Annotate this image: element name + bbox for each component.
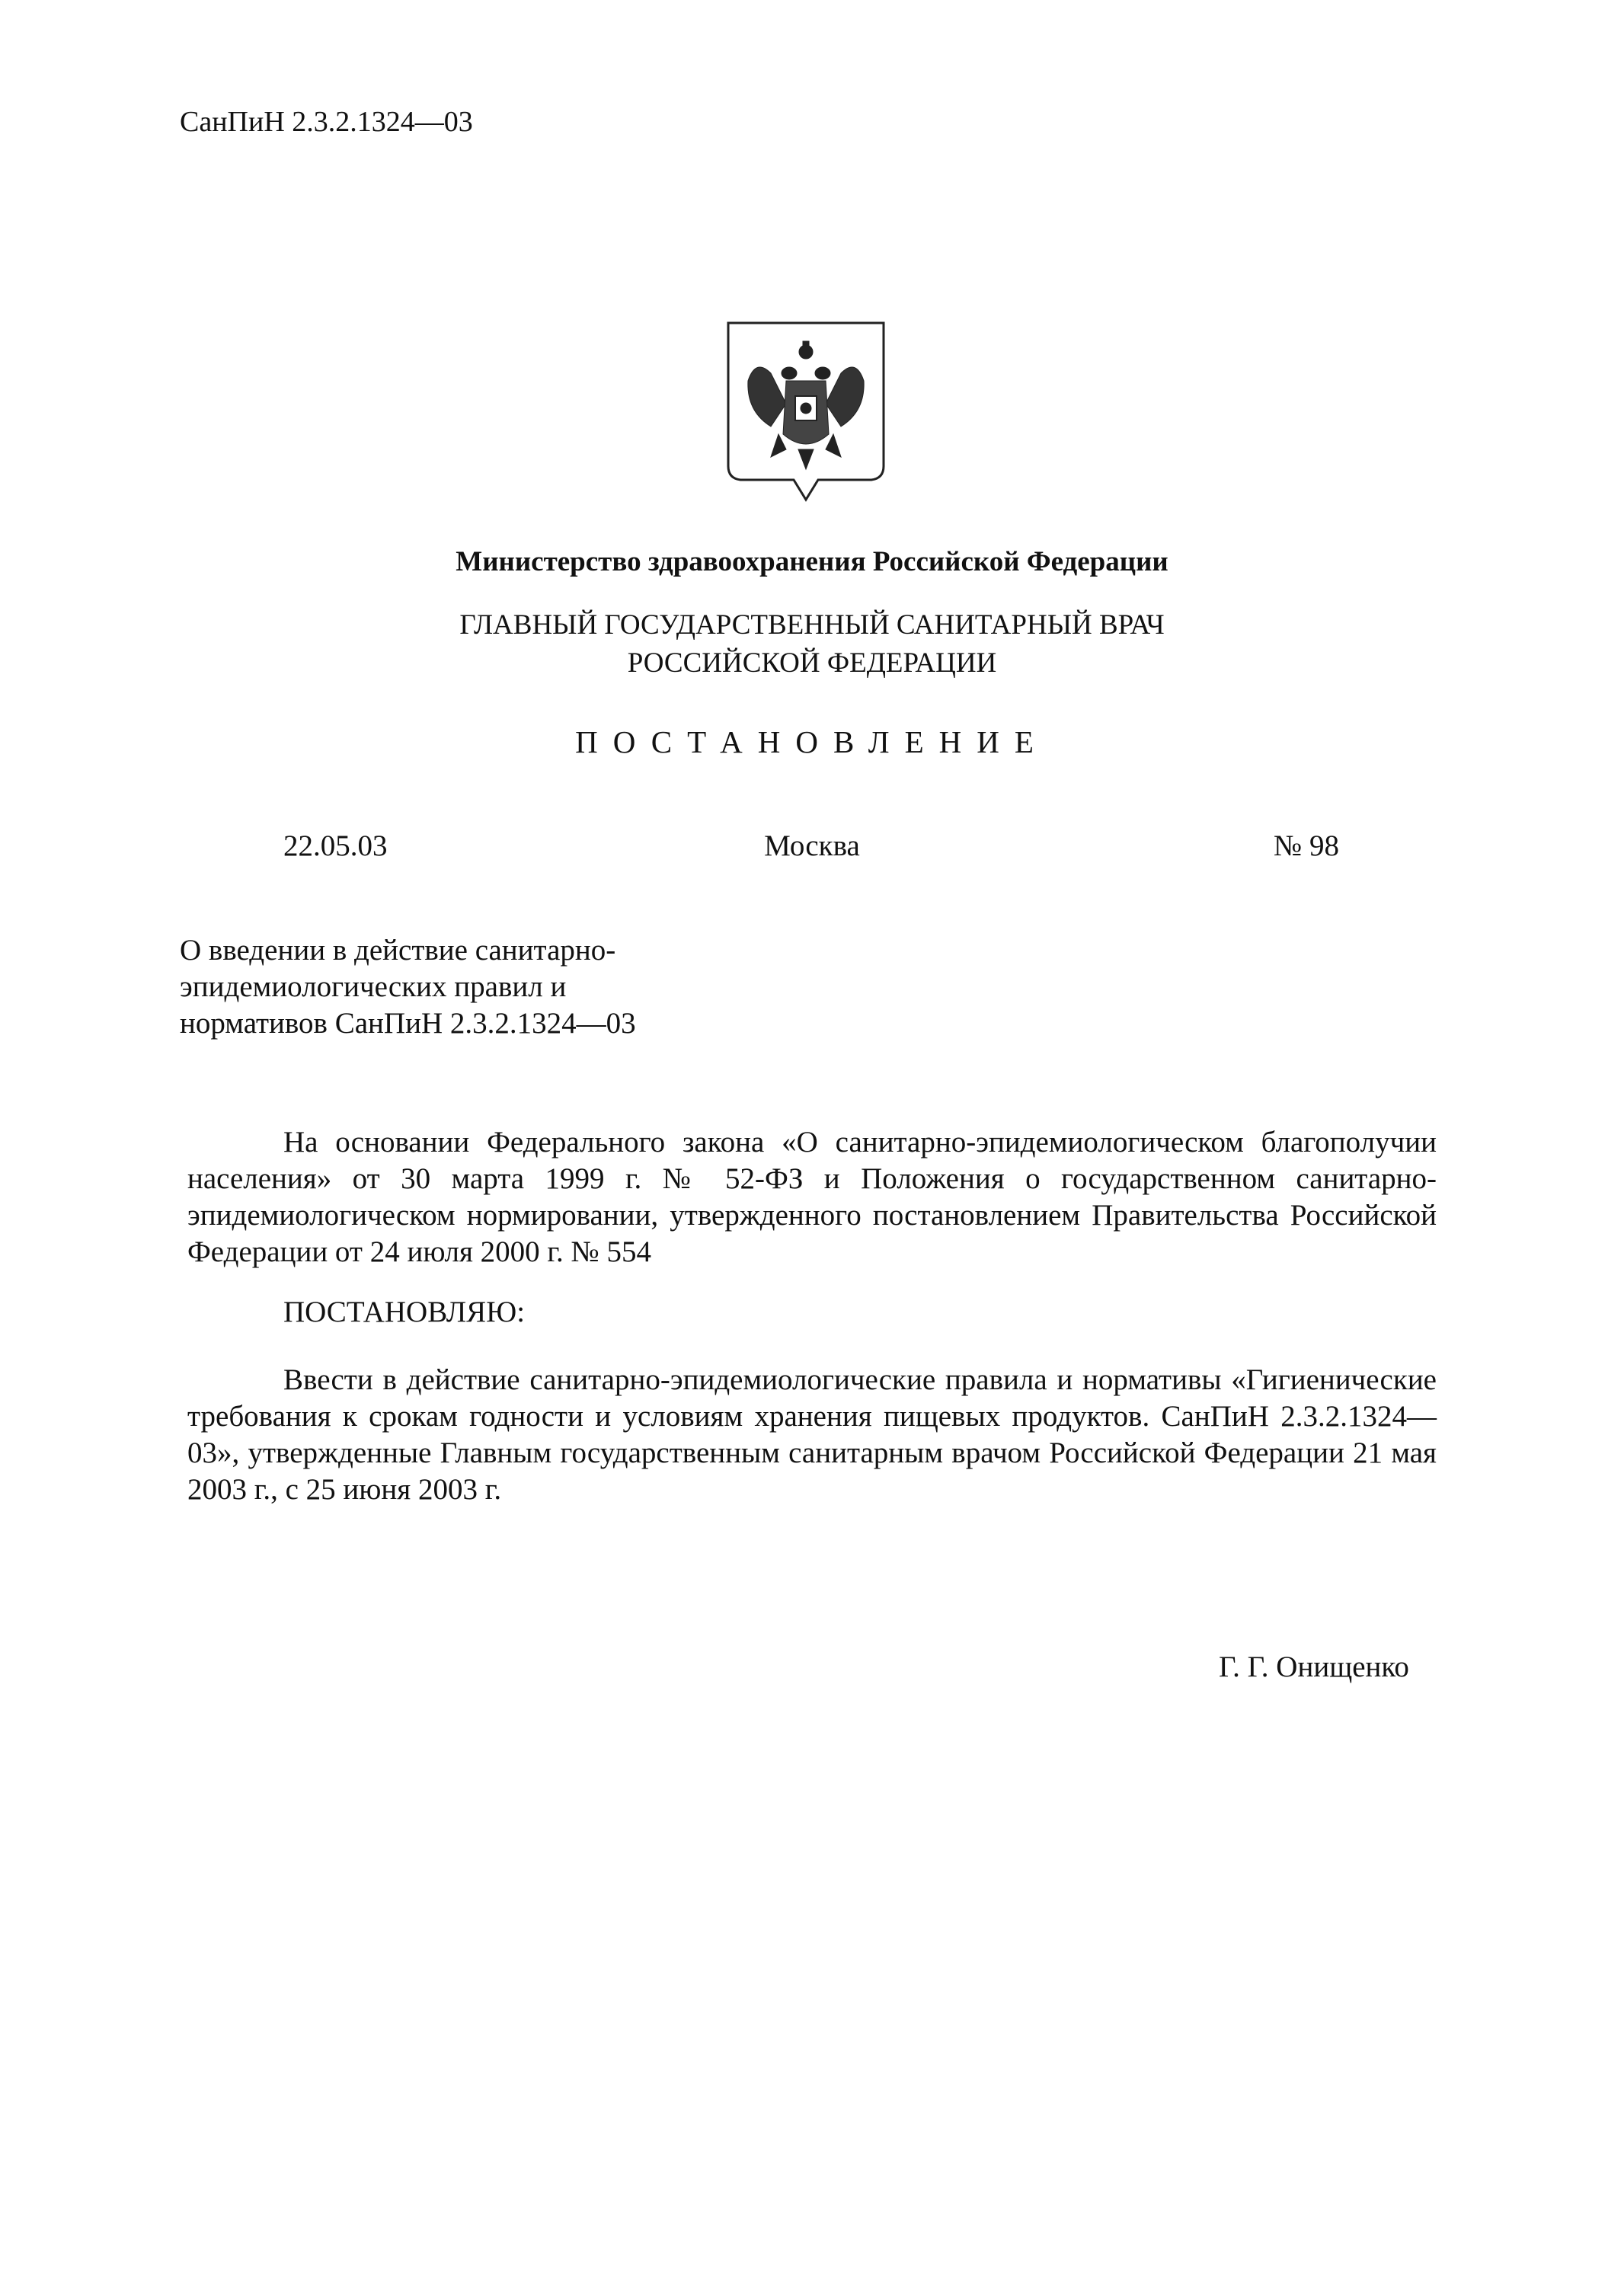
ministry-title: Министерство здравоохранения Российской Федерации <box>456 546 1168 577</box>
coat-of-arms-icon <box>725 320 887 503</box>
basis-paragraph: На основании Федерального закона «О санитарно-эпидемиологическом благополучии населения» от 30 марта 1999 г. № 52-ФЗ и Положения о государственном санитарно-эпидемиологическом нормировании, утвержденного постановлением Правительства Российской Федерации от 24 июля 2000 г. № 554 <box>187 1126 1437 1268</box>
document-number: № 98 <box>1274 829 1339 862</box>
document-type: ПОСТАНОВЛЕНИЕ <box>575 724 1049 759</box>
signatory-name: Г. Г. Онищенко <box>1219 1651 1409 1683</box>
issuer-title <box>0 606 1624 682</box>
issuer-title-line-2: РОССИЙСКОЙ ФЕДЕРАЦИИ <box>627 647 997 679</box>
order-paragraph: Ввести в действие санитарно-эпидемиологические правила и нормативы «Гигиенические требования к срокам годности и условиям хранения пищевых продуктов. СанПиН 2.3.2.1324—03», утвержденные Главным государственным санитарным врачом Российской Федерации 21 мая 2003 г., с 25 июня 2003 г. <box>187 1363 1437 1506</box>
issuer-title-line-1: ГЛАВНЫЙ ГОСУДАРСТВЕННЫЙ САНИТАРНЫЙ ВРАЧ <box>459 609 1165 641</box>
document-city: Москва <box>764 829 860 862</box>
subject-line-3: нормативов СанПиН 2.3.2.1324—03 <box>180 1007 636 1040</box>
document-subject <box>180 932 636 1042</box>
document-code: СанПиН 2.3.2.1324—03 <box>180 106 473 138</box>
subject-line-1: О введении в действие санитарно- <box>180 934 616 967</box>
document-date: 22.05.03 <box>283 829 388 862</box>
resolve-heading: ПОСТАНОВЛЯЮ: <box>283 1296 526 1328</box>
subject-line-2: эпидемиологических правил и <box>180 970 567 1003</box>
